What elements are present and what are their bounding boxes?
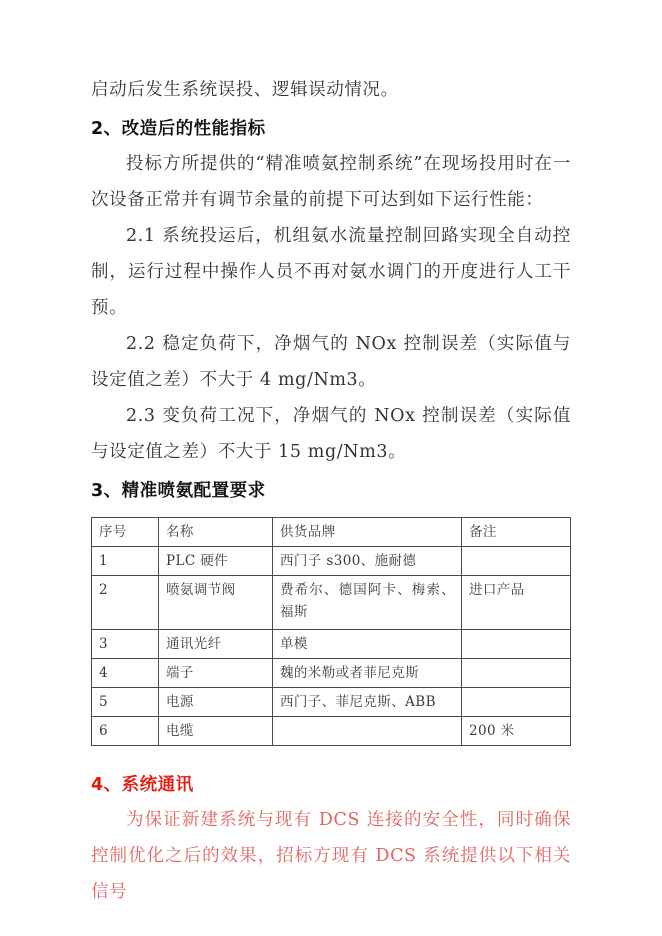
cell-remark: 200 米 [462, 717, 571, 746]
table-row [92, 717, 571, 746]
cell-name: 喷氨调节阀 [159, 576, 273, 630]
paragraph-continuation: 启动后发生系统误投、逻辑误动情况。 [91, 80, 399, 100]
table-row [92, 659, 571, 688]
table-header-row [92, 518, 571, 547]
column-header-no: 序号 [92, 518, 159, 547]
spacer [91, 746, 571, 768]
section-heading-3: 3、精准喷氨配置要求 [91, 481, 266, 501]
cell-brand: 魏的米勒或者菲尼克斯 [273, 659, 462, 688]
cell-name: 电缆 [159, 717, 273, 746]
column-header-name: 名称 [159, 518, 273, 547]
cell-remark [462, 630, 571, 659]
cell-remark [462, 688, 571, 717]
cell-name: PLC 硬件 [159, 547, 273, 576]
document-content [91, 72, 571, 910]
paragraph-2-3: 2.3 变负荷工况下，净烟气的 NOx 控制误差（实际值与设定值之差）不大于 15 mg/Nm3。 [91, 406, 571, 462]
cell-remark: 进口产品 [462, 576, 571, 630]
column-header-remark: 备注 [462, 518, 571, 547]
table-row [92, 576, 571, 630]
cell-no: 2 [92, 576, 159, 630]
cell-name: 电源 [159, 688, 273, 717]
cell-no: 6 [92, 717, 159, 746]
cell-name: 通讯光纤 [159, 630, 273, 659]
paragraph-2-2: 2.2 稳定负荷下，净烟气的 NOx 控制误差（实际值与设定值之差）不大于 4 mg/Nm3。 [91, 334, 571, 390]
paragraph-4-body: 为保证新建系统与现有 DCS 连接的安全性，同时确保控制优化之后的效果，招标方现有 DCS 系统提供以下相关信号 [91, 810, 571, 902]
cell-brand: 西门子 s300、施耐德 [273, 547, 462, 576]
cell-brand: 西门子、菲尼克斯、ABB [273, 688, 462, 717]
table-row [92, 630, 571, 659]
section-heading-4: 4、系统通讯 [91, 775, 194, 795]
cell-remark [462, 659, 571, 688]
cell-brand: 单模 [273, 630, 462, 659]
configuration-table [91, 517, 571, 746]
cell-no: 1 [92, 547, 159, 576]
table-row [92, 547, 571, 576]
cell-no: 4 [92, 659, 159, 688]
cell-brand [273, 717, 462, 746]
cell-remark [462, 547, 571, 576]
cell-no: 5 [92, 688, 159, 717]
cell-no: 3 [92, 630, 159, 659]
column-header-brand: 供货品牌 [273, 518, 462, 547]
cell-name: 端子 [159, 659, 273, 688]
paragraph-intro: 投标方所提供的“精准喷氨控制系统”在现场投用时在一次设备正常并有调节余量的前提下可达到如下运行性能： [91, 154, 571, 210]
section-heading-2: 2、改造后的性能指标 [91, 119, 266, 139]
table-row [92, 688, 571, 717]
table-body [92, 518, 571, 746]
paragraph-2-1: 2.1 系统投运后，机组氨水流量控制回路实现全自动控制，运行过程中操作人员不再对氨水调门的开度进行人工干预。 [91, 226, 571, 318]
cell-brand: 费希尔、德国阿卡、梅索、福斯 [273, 576, 462, 630]
